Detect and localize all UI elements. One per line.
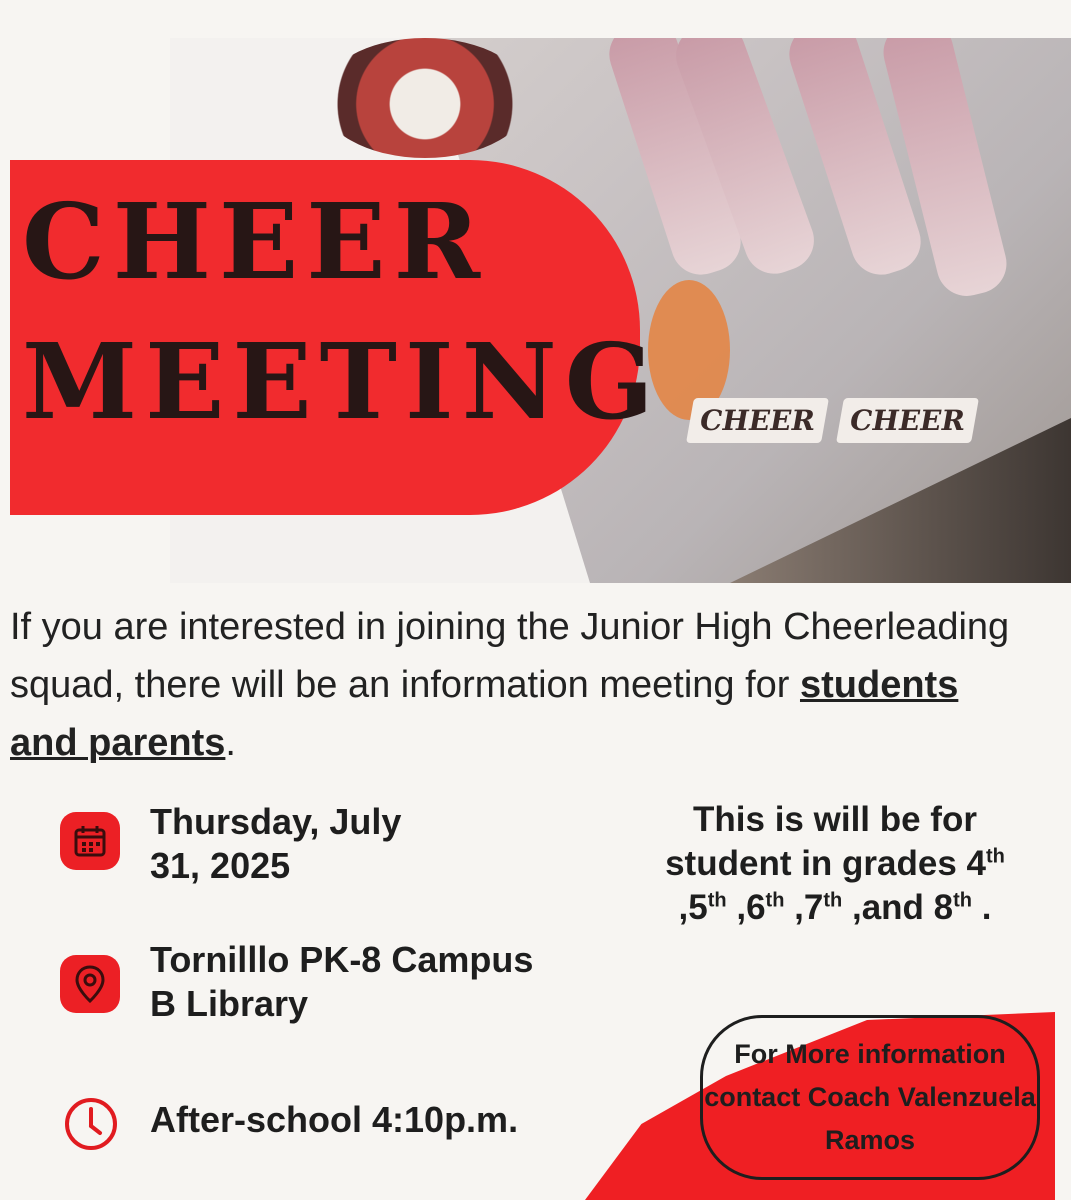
grade-5-sup: th xyxy=(707,889,727,912)
grades-end: . xyxy=(972,888,992,927)
meeting-time: After-school 4:10p.m. xyxy=(150,1099,519,1140)
meeting-location xyxy=(150,938,533,1026)
grade-8: ,and 8 xyxy=(842,888,954,927)
clock-icon xyxy=(62,1095,120,1153)
location-line-1: Tornilllo PK-8 Campus xyxy=(150,939,534,980)
location-line-2: B Library xyxy=(150,983,309,1024)
grade-7: ,7 xyxy=(784,888,824,927)
grades-sup: th xyxy=(986,845,1005,868)
photo-cheer-word: CHEER xyxy=(836,398,979,443)
intro-paragraph xyxy=(10,598,1010,772)
grade-7-sup: th xyxy=(823,889,843,912)
grades-line-3 xyxy=(640,886,1030,930)
pompom-image xyxy=(320,38,530,158)
contact-line-2: contact Coach Valenzuela xyxy=(704,1082,1036,1112)
grades-line-2 xyxy=(640,842,1030,886)
grades-line-1: This is will be for xyxy=(693,800,977,839)
meeting-date xyxy=(150,800,401,888)
date-line-1: Thursday, July xyxy=(150,801,402,842)
grades-line-2-text: student in grades 4 xyxy=(665,844,986,883)
intro-text: If you are interested in joining the Junior High Cheerleading squad, there will be an information meeting for xyxy=(10,606,1010,706)
grade-6-sup: th xyxy=(765,889,785,912)
title-line-1: CHEER xyxy=(22,180,489,303)
grade-8-sup: th xyxy=(953,889,973,912)
contact-box xyxy=(700,1015,1040,1180)
date-line-2: 31, 2025 xyxy=(150,845,291,886)
grades-note xyxy=(640,798,1030,930)
photo-cheer-word: CHEER xyxy=(686,398,829,443)
contact-line-3: Ramos xyxy=(824,1125,916,1155)
calendar-icon xyxy=(60,812,120,870)
map-pin-icon xyxy=(60,955,120,1013)
title-line-2: MEETING xyxy=(22,320,662,443)
grade-5: ,5 xyxy=(678,888,708,927)
grade-6: ,6 xyxy=(726,888,766,927)
contact-line-1: For More information xyxy=(734,1039,1006,1069)
intro-end: . xyxy=(225,722,236,764)
intro-emphasis: students and parents xyxy=(10,664,959,764)
